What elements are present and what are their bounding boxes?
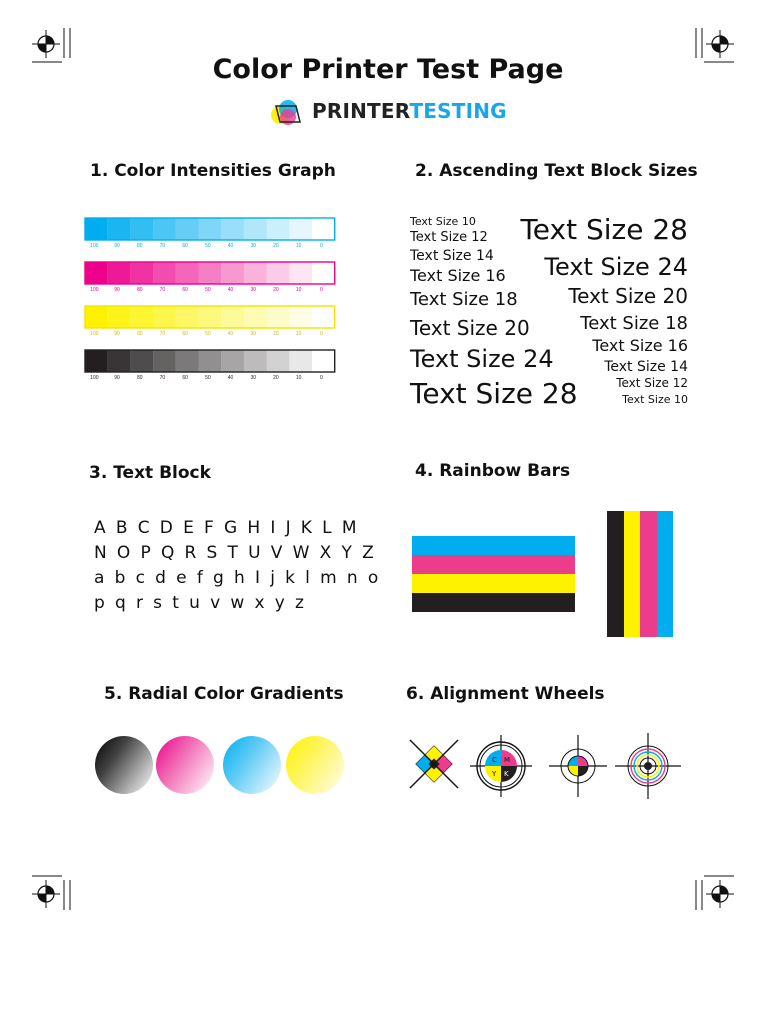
magenta-tick-label: 10 [295,287,302,293]
cyan-tick-label: 10 [295,243,302,249]
magenta-bar [640,511,657,637]
yellow-gradient-circle [286,736,344,794]
cyan-swatch-30 [244,218,267,240]
diamond-alignment-mark [408,738,460,790]
yellow-swatch-10 [289,306,312,328]
magenta-tick-label: 100 [90,287,99,293]
black-gradient-circle [95,736,153,794]
logo-word-printer: PRINTER [312,99,410,123]
magenta-tick-label: 60 [182,287,188,293]
magenta-tick-label: 0 [319,287,323,293]
magenta-swatch-80 [130,262,153,284]
cyan-tick-label: 60 [182,243,188,249]
magenta-swatch-90 [108,262,131,284]
cmyk-target-wheel [470,735,532,797]
yellow-tick-label: 100 [90,331,99,337]
text-size-sample: Text Size 10 [622,393,688,406]
cyan-swatch-20 [267,218,290,240]
cyan-swatch-70 [153,218,176,240]
black-tick-label: 0 [319,375,323,381]
cyan-swatch-10 [289,218,312,240]
black-swatch-10 [289,350,312,372]
magenta-tick-label: 30 [250,287,257,293]
yellow-swatch-50 [199,306,222,328]
text-size-sample: Text Size 16 [410,266,506,285]
text-block-line: A B C D E F G H I J K L M [94,518,359,538]
black-swatch-70 [153,350,176,372]
black-tick-label: 10 [295,375,302,381]
yellow-swatch-60 [176,306,199,328]
text-size-sample: Text Size 16 [592,336,688,355]
black-swatch-100 [85,350,108,372]
black-tick-label: 80 [136,375,143,381]
black-swatch-60 [176,350,199,372]
horizontal-rainbow-bars [412,536,575,612]
quadrant-target-wheel [549,735,607,797]
wheel-letter-y: Y [492,770,497,778]
cyan-tick-label: 100 [90,243,99,249]
yellow-swatch-40 [221,306,244,328]
magenta-gradient-circle [156,736,214,794]
logo-word-testing: TESTING [409,99,507,123]
cyan-tick-label: 30 [250,243,257,249]
cyan-swatch-60 [176,218,199,240]
black-tick-label: 100 [90,375,99,381]
magenta-tick-label: 70 [159,287,166,293]
black-swatch-80 [130,350,153,372]
text-size-sample: Text Size 14 [410,248,494,264]
section-heading-text-sizes: 2. Ascending Text Block Sizes [415,161,698,181]
text-size-sample: Text Size 24 [410,345,554,373]
magenta-swatch-40 [221,262,244,284]
yellow-swatch-90 [108,306,131,328]
magenta-swatch-70 [153,262,176,284]
text-size-sample: Text Size 18 [580,313,688,334]
magenta-tick-label: 90 [114,287,120,293]
cyan-tick-label: 40 [227,243,234,249]
yellow-swatch-20 [267,306,290,328]
yellow-bar [624,511,641,637]
text-size-sample: Text Size 28 [520,213,688,246]
magenta-tick-label: 80 [136,287,143,293]
black-swatch-50 [199,350,222,372]
registration-mark-bottom-left [28,872,78,912]
text-size-sample: Text Size 28 [410,377,578,410]
text-block-line: p q r s t u v w x y z [94,593,307,613]
cyan-swatch-40 [221,218,244,240]
magenta-swatch-0 [312,262,335,284]
cyan-swatch-50 [199,218,222,240]
wheel-letter-c: C [492,756,497,764]
wheel-letter-m: M [504,756,511,764]
yellow-swatch-100 [85,306,108,328]
text-size-sample: Text Size 14 [604,359,688,375]
text-size-sample: Text Size 12 [410,230,488,245]
black-tick-label: 20 [273,375,279,381]
section-heading-color-intensities: 1. Color Intensities Graph [90,161,336,181]
yellow-tick-label: 50 [205,331,211,337]
yellow-swatch-70 [153,306,176,328]
black-tick-label: 90 [114,375,120,381]
yellow-tick-label: 10 [295,331,302,337]
yellow-swatch-0 [312,306,335,328]
yellow-tick-label: 60 [182,331,188,337]
text-size-sample: Text Size 20 [568,284,688,308]
cyan-tick-label: 50 [205,243,211,249]
yellow-tick-label: 70 [159,331,166,337]
text-size-sample: Text Size 18 [410,289,518,310]
black-tick-label: 50 [205,375,211,381]
yellow-tick-label: 40 [227,331,234,337]
section-heading-text-block: 3. Text Block [89,463,211,483]
cyan-tick-label: 20 [273,243,279,249]
cyan-swatch-90 [108,218,131,240]
text-size-sample: Text Size 12 [616,376,688,390]
cyan-swatch-100 [85,218,108,240]
yellow-swatch-30 [244,306,267,328]
cyan-swatch-0 [312,218,335,240]
registration-mark-bottom-right [690,872,740,912]
magenta-swatch-30 [244,262,267,284]
text-size-sample: Text Size 10 [410,215,476,228]
yellow-tick-label: 0 [319,331,323,337]
yellow-tick-label: 30 [250,331,257,337]
magenta-tick-label: 20 [273,287,279,293]
cyan-tick-label: 0 [319,243,323,249]
yellow-tick-label: 90 [114,331,120,337]
logo-wordmark [312,99,507,123]
page-title: Color Printer Test Page [212,54,564,85]
black-bar [607,511,624,637]
black-tick-label: 60 [182,375,188,381]
magenta-swatch-50 [199,262,222,284]
magenta-tick-label: 40 [227,287,234,293]
black-swatch-20 [267,350,290,372]
yellow-tick-label: 80 [136,331,143,337]
black-tick-label: 70 [159,375,166,381]
vertical-rainbow-bars [607,511,673,637]
text-block-line: a b c d e f g h I j k l m n o [94,568,381,588]
black-swatch-0 [312,350,335,372]
magenta-swatch-10 [289,262,312,284]
color-intensities-chart [84,216,340,382]
yellow-bar [412,574,575,593]
cyan-tick-label: 90 [114,243,120,249]
cyan-tick-label: 70 [159,243,166,249]
section-heading-rainbow-bars: 4. Rainbow Bars [415,461,571,481]
cyan-swatch-80 [130,218,153,240]
magenta-swatch-60 [176,262,199,284]
magenta-swatch-100 [85,262,108,284]
concentric-target-wheel [615,733,681,799]
black-swatch-90 [108,350,131,372]
cyan-bar [412,536,575,555]
text-block-line: N O P Q R S T U V W X Y Z [94,543,377,563]
magenta-tick-label: 50 [205,287,211,293]
cyan-gradient-circle [223,736,281,794]
logo-circles-icon [268,96,308,130]
section-heading-alignment-wheels: 6. Alignment Wheels [406,684,605,704]
black-tick-label: 40 [227,375,234,381]
cyan-tick-label: 80 [136,243,143,249]
section-heading-radial-gradients: 5. Radial Color Gradients [104,684,344,704]
text-size-sample: Text Size 20 [410,316,530,340]
black-swatch-30 [244,350,267,372]
wheel-letter-k: K [504,770,509,778]
black-tick-label: 30 [250,375,257,381]
yellow-swatch-80 [130,306,153,328]
black-bar [412,593,575,612]
cyan-bar [657,511,674,637]
magenta-swatch-20 [267,262,290,284]
yellow-tick-label: 20 [273,331,279,337]
text-size-sample: Text Size 24 [544,253,688,281]
magenta-bar [412,555,575,574]
black-swatch-40 [221,350,244,372]
